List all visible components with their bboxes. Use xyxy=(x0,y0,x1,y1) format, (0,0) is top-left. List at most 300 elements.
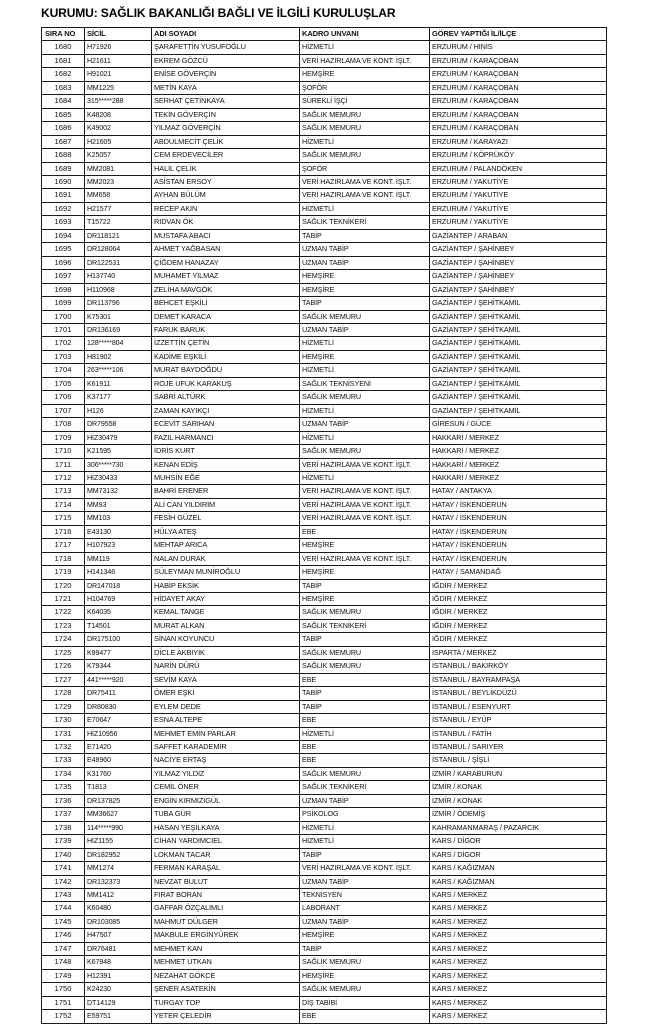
cell-sicil: DR128064 xyxy=(85,243,152,256)
cell-sicil: K67948 xyxy=(85,956,152,969)
table-row xyxy=(42,350,607,363)
cell-kadro: HİZMETLİ xyxy=(300,471,430,484)
cell-kadro: UZMAN TABİP xyxy=(300,243,430,256)
cell-kadro: TABİP xyxy=(300,700,430,713)
cell-sira: 1733 xyxy=(42,754,85,767)
cell-kadro: PSİKOLOG xyxy=(300,808,430,821)
cell-gorev: GAZİANTEP / ŞEHİTKAMİL xyxy=(430,310,607,323)
cell-sicil: MM2081 xyxy=(85,162,152,175)
cell-ad: ROJE UFUK KARAKUŞ xyxy=(152,377,300,390)
table-row xyxy=(42,310,607,323)
cell-ad: YILMAZ GÖVERÇİN xyxy=(152,122,300,135)
column-header-adi-soyadi: ADI SOYADI xyxy=(152,28,300,41)
cell-gorev: İZMİR / KONAK xyxy=(430,794,607,807)
cell-sicil: H137740 xyxy=(85,270,152,283)
table-row xyxy=(42,929,607,942)
table-row xyxy=(42,525,607,538)
cell-kadro: HİZMETLİ xyxy=(300,727,430,740)
cell-gorev: İSTANBUL / FATİH xyxy=(430,727,607,740)
cell-gorev: İSTANBUL / BAKIRKÖY xyxy=(430,660,607,673)
cell-sicil: K25057 xyxy=(85,149,152,162)
table-row xyxy=(42,391,607,404)
table-row xyxy=(42,229,607,242)
table-row xyxy=(42,821,607,834)
cell-gorev: GİRESUN / GÜCE xyxy=(430,418,607,431)
table-row xyxy=(42,162,607,175)
cell-sicil: DR113796 xyxy=(85,297,152,310)
cell-sicil: DR147018 xyxy=(85,579,152,592)
cell-kadro: DİŞ TABİBİ xyxy=(300,996,430,1009)
cell-gorev: HAKKARİ / MERKEZ xyxy=(430,445,607,458)
cell-sicil: DR75411 xyxy=(85,687,152,700)
cell-sicil: HİZ10956 xyxy=(85,727,152,740)
cell-sicil: 114*****990 xyxy=(85,821,152,834)
table-row xyxy=(42,794,607,807)
cell-ad: GAFFAR ÖZÇALIMLI xyxy=(152,902,300,915)
cell-gorev: HATAY / İSKENDERUN xyxy=(430,512,607,525)
table-row xyxy=(42,68,607,81)
cell-kadro: SAĞLIK MEMURU xyxy=(300,606,430,619)
table-row xyxy=(42,498,607,511)
cell-ad: MAKBULE ERGİNYÜREK xyxy=(152,929,300,942)
cell-sira: 1699 xyxy=(42,297,85,310)
cell-sicil: K37177 xyxy=(85,391,152,404)
cell-kadro: TABİP xyxy=(300,942,430,955)
cell-sicil: MM1412 xyxy=(85,889,152,902)
cell-sira: 1691 xyxy=(42,189,85,202)
table-row xyxy=(42,471,607,484)
cell-kadro: HİZMETLİ xyxy=(300,41,430,54)
cell-ad: HİDAYET AKAY xyxy=(152,593,300,606)
cell-ad: MAHMUT DÜLGER xyxy=(152,915,300,928)
cell-kadro: SAĞLIK MEMURU xyxy=(300,310,430,323)
table-row xyxy=(42,579,607,592)
table-row xyxy=(42,1010,607,1023)
cell-sira: 1707 xyxy=(42,404,85,417)
cell-sira: 1703 xyxy=(42,350,85,363)
cell-ad: TUBA GÜR xyxy=(152,808,300,821)
cell-ad: FARUK BARUK xyxy=(152,323,300,336)
cell-sicil: DR122531 xyxy=(85,256,152,269)
cell-sira: 1698 xyxy=(42,283,85,296)
cell-sira: 1715 xyxy=(42,512,85,525)
cell-kadro: HEMŞİRE xyxy=(300,566,430,579)
cell-ad: ZELİHA MAVGÖK xyxy=(152,283,300,296)
cell-sira: 1743 xyxy=(42,889,85,902)
cell-kadro: SAĞLIK MEMURU xyxy=(300,767,430,780)
cell-sira: 1682 xyxy=(42,68,85,81)
cell-ad: SABRİ ALTÜRK xyxy=(152,391,300,404)
cell-ad: NEVZAT BULUT xyxy=(152,875,300,888)
cell-gorev: KARS / DİGOR xyxy=(430,848,607,861)
cell-gorev: ERZURUM / HINIS xyxy=(430,41,607,54)
table-row xyxy=(42,54,607,67)
cell-sicil: 128*****804 xyxy=(85,337,152,350)
cell-gorev: İSTANBUL / ESENYURT xyxy=(430,700,607,713)
cell-sicil: K79344 xyxy=(85,660,152,673)
table-row xyxy=(42,566,607,579)
table-header-row xyxy=(42,28,607,41)
cell-sira: 1709 xyxy=(42,431,85,444)
table-row xyxy=(42,606,607,619)
cell-sira: 1736 xyxy=(42,794,85,807)
cell-kadro: HEMŞİRE xyxy=(300,283,430,296)
cell-ad: MURAT ALKAN xyxy=(152,619,300,632)
cell-ad: ENİSE GÖVERÇİN xyxy=(152,68,300,81)
cell-kadro: VERİ HAZIRLAMA VE KONT. İŞLT. xyxy=(300,458,430,471)
cell-ad: ALİ CAN YILDIRIM xyxy=(152,498,300,511)
cell-ad: HALİL ÇELİK xyxy=(152,162,300,175)
cell-kadro: SÜREKLİ İŞÇİ xyxy=(300,95,430,108)
cell-gorev: ERZURUM / PALANDÖKEN xyxy=(430,162,607,175)
cell-sicil: 306*****730 xyxy=(85,458,152,471)
cell-sira: 1732 xyxy=(42,741,85,754)
table-row xyxy=(42,297,607,310)
table-row xyxy=(42,135,607,148)
cell-sicil: H107923 xyxy=(85,539,152,552)
table-row xyxy=(42,404,607,417)
table-row xyxy=(42,767,607,780)
cell-sicil: MM1225 xyxy=(85,81,152,94)
cell-ad: HÜLYA ATEŞ xyxy=(152,525,300,538)
cell-sira: 1700 xyxy=(42,310,85,323)
cell-sicil: H81902 xyxy=(85,350,152,363)
cell-sicil: K21595 xyxy=(85,445,152,458)
cell-gorev: İSTANBUL / BAYRAMPAŞA xyxy=(430,673,607,686)
table-row xyxy=(42,754,607,767)
cell-gorev: KARS / MERKEZ xyxy=(430,942,607,955)
cell-sira: 1688 xyxy=(42,149,85,162)
cell-sicil: DR118121 xyxy=(85,229,152,242)
table-row xyxy=(42,256,607,269)
cell-kadro: SAĞLIK MEMURU xyxy=(300,956,430,969)
cell-gorev: ERZURUM / KARAYAZI xyxy=(430,135,607,148)
cell-sicil: DR103085 xyxy=(85,915,152,928)
table-row xyxy=(42,902,607,915)
cell-sicil: K31760 xyxy=(85,767,152,780)
table-row xyxy=(42,673,607,686)
cell-sira: 1694 xyxy=(42,229,85,242)
table-row xyxy=(42,808,607,821)
cell-sira: 1683 xyxy=(42,81,85,94)
cell-kadro: HEMŞİRE xyxy=(300,539,430,552)
cell-kadro: EBE xyxy=(300,741,430,754)
cell-sicil: HİZ30433 xyxy=(85,471,152,484)
cell-sicil: E59751 xyxy=(85,1010,152,1023)
cell-kadro: TABİP xyxy=(300,229,430,242)
cell-kadro: HİZMETLİ xyxy=(300,364,430,377)
cell-kadro: SAĞLIK MEMURU xyxy=(300,445,430,458)
cell-kadro: VERİ HAZIRLAMA VE KONT. İŞLT. xyxy=(300,862,430,875)
cell-sicil: H126 xyxy=(85,404,152,417)
table-row xyxy=(42,862,607,875)
cell-sira: 1740 xyxy=(42,848,85,861)
cell-ad: CEM ERDEVECİLER xyxy=(152,149,300,162)
cell-sira: 1751 xyxy=(42,996,85,1009)
cell-ad: MUHSİN EĞE xyxy=(152,471,300,484)
table-row xyxy=(42,485,607,498)
cell-sicil: H71926 xyxy=(85,41,152,54)
cell-kadro: ŞOFÖR xyxy=(300,81,430,94)
cell-kadro: HEMŞİRE xyxy=(300,969,430,982)
cell-ad: LOKMAN TACAR xyxy=(152,848,300,861)
table-row xyxy=(42,593,607,606)
table-row xyxy=(42,243,607,256)
column-header-sicil: SİCİL xyxy=(85,28,152,41)
cell-gorev: ERZURUM / KARAÇOBAN xyxy=(430,122,607,135)
cell-sira: 1719 xyxy=(42,566,85,579)
cell-gorev: İZMİR / ÖDEMİŞ xyxy=(430,808,607,821)
cell-kadro: HEMŞİRE xyxy=(300,929,430,942)
cell-sira: 1717 xyxy=(42,539,85,552)
cell-ad: MEHMET EMİN PARLAR xyxy=(152,727,300,740)
cell-kadro: TABİP xyxy=(300,848,430,861)
cell-sira: 1729 xyxy=(42,700,85,713)
cell-sicil: E43130 xyxy=(85,525,152,538)
cell-ad: İZZETTİN ÇETİN xyxy=(152,337,300,350)
cell-ad: MURAT BAYDOĞDU xyxy=(152,364,300,377)
cell-sira: 1731 xyxy=(42,727,85,740)
cell-sira: 1704 xyxy=(42,364,85,377)
table-row xyxy=(42,835,607,848)
table-body xyxy=(42,41,607,1023)
cell-sicil: MM103 xyxy=(85,512,152,525)
cell-gorev: IĞDIR / MERKEZ xyxy=(430,579,607,592)
cell-sira: 1686 xyxy=(42,122,85,135)
table-row xyxy=(42,189,607,202)
cell-sicil: HİZ1155 xyxy=(85,835,152,848)
cell-kadro: ŞOFÖR xyxy=(300,162,430,175)
cell-ad: CEMİL ÖNER xyxy=(152,781,300,794)
cell-sira: 1697 xyxy=(42,270,85,283)
cell-gorev: GAZİANTEP / ARABAN xyxy=(430,229,607,242)
cell-sira: 1687 xyxy=(42,135,85,148)
cell-sira: 1752 xyxy=(42,1010,85,1023)
cell-gorev: KARS / MERKEZ xyxy=(430,996,607,1009)
cell-kadro: HİZMETLİ xyxy=(300,821,430,834)
cell-gorev: ERZURUM / YAKUTİYE xyxy=(430,216,607,229)
cell-gorev: HAKKARİ / MERKEZ xyxy=(430,431,607,444)
cell-ad: FESİH GÜZEL xyxy=(152,512,300,525)
cell-gorev: IĞDIR / MERKEZ xyxy=(430,606,607,619)
cell-kadro: UZMAN TABİP xyxy=(300,875,430,888)
cell-ad: FIRAT BORAN xyxy=(152,889,300,902)
cell-kadro: SAĞLIK MEMURU xyxy=(300,122,430,135)
column-header-gorev-yeri: GÖREV YAPTIĞI İL/İLÇE xyxy=(430,28,607,41)
cell-sira: 1722 xyxy=(42,606,85,619)
cell-ad: ŞENER ASATEKİN xyxy=(152,983,300,996)
cell-gorev: ERZURUM / YAKUTİYE xyxy=(430,202,607,215)
cell-sicil: DR79558 xyxy=(85,418,152,431)
cell-sicil: 315*****288 xyxy=(85,95,152,108)
table-row xyxy=(42,848,607,861)
cell-gorev: KARS / MERKEZ xyxy=(430,969,607,982)
cell-ad: MEHMET UTKAN xyxy=(152,956,300,969)
cell-kadro: HEMŞİRE xyxy=(300,593,430,606)
cell-gorev: ERZURUM / YAKUTİYE xyxy=(430,175,607,188)
cell-sicil: 263*****106 xyxy=(85,364,152,377)
cell-sira: 1706 xyxy=(42,391,85,404)
cell-sicil: DR136169 xyxy=(85,323,152,336)
cell-gorev: KARS / KAĞIZMAN xyxy=(430,875,607,888)
cell-ad: SİNAN KOYUNCU xyxy=(152,633,300,646)
table-row xyxy=(42,377,607,390)
cell-kadro: SAĞLIK MEMURU xyxy=(300,660,430,673)
table-row xyxy=(42,915,607,928)
cell-ad: AHMET YAĞBASAN xyxy=(152,243,300,256)
cell-sira: 1723 xyxy=(42,619,85,632)
cell-ad: ZAMAN KAYIKÇI xyxy=(152,404,300,417)
cell-gorev: ERZURUM / YAKUTİYE xyxy=(430,189,607,202)
cell-ad: İDRİS KURT xyxy=(152,445,300,458)
table-row xyxy=(42,445,607,458)
cell-sira: 1725 xyxy=(42,646,85,659)
cell-ad: DEMET KARACA xyxy=(152,310,300,323)
cell-sicil: MM36627 xyxy=(85,808,152,821)
cell-sira: 1718 xyxy=(42,552,85,565)
cell-sicil: T14501 xyxy=(85,619,152,632)
cell-gorev: GAZİANTEP / ŞAHİNBEY xyxy=(430,256,607,269)
table-row xyxy=(42,364,607,377)
cell-sira: 1744 xyxy=(42,902,85,915)
cell-sira: 1701 xyxy=(42,323,85,336)
cell-ad: EKREM GÖZCÜ xyxy=(152,54,300,67)
table-row xyxy=(42,714,607,727)
cell-gorev: KARS / MERKEZ xyxy=(430,889,607,902)
table-row xyxy=(42,337,607,350)
cell-sira: 1747 xyxy=(42,942,85,955)
cell-sira: 1711 xyxy=(42,458,85,471)
cell-kadro: VERİ HAZIRLAMA VE KONT. İŞLT. xyxy=(300,512,430,525)
cell-ad: SERHAT ÇETİNKAYA xyxy=(152,95,300,108)
cell-sira: 1695 xyxy=(42,243,85,256)
cell-gorev: ERZURUM / KARAÇOBAN xyxy=(430,68,607,81)
cell-ad: NACİYE ERTAŞ xyxy=(152,754,300,767)
cell-sicil: H21605 xyxy=(85,135,152,148)
cell-ad: NARİN DÜRÜ xyxy=(152,660,300,673)
cell-ad: ŞARAFETTİN YUSUFOĞLU xyxy=(152,41,300,54)
cell-kadro: HİZMETLİ xyxy=(300,835,430,848)
cell-gorev: KAHRAMANMARAŞ / PAZARCIK xyxy=(430,821,607,834)
cell-kadro: EBE xyxy=(300,1010,430,1023)
cell-sira: 1705 xyxy=(42,377,85,390)
cell-sira: 1730 xyxy=(42,714,85,727)
cell-kadro: SAĞLIK TEKNİKERİ xyxy=(300,216,430,229)
cell-sicil: DR182952 xyxy=(85,848,152,861)
cell-kadro: VERİ HAZIRLAMA VE KONT. İŞLT. xyxy=(300,54,430,67)
cell-sicil: MM73132 xyxy=(85,485,152,498)
cell-ad: ÖMER EŞKİ xyxy=(152,687,300,700)
table-row xyxy=(42,512,607,525)
cell-sira: 1745 xyxy=(42,915,85,928)
cell-kadro: UZMAN TABİP xyxy=(300,418,430,431)
cell-gorev: HAKKARİ / MERKEZ xyxy=(430,458,607,471)
table-row xyxy=(42,458,607,471)
cell-ad: MEHTAP ARICA xyxy=(152,539,300,552)
cell-gorev: HAKKARİ / MERKEZ xyxy=(430,471,607,484)
cell-sicil: DR175100 xyxy=(85,633,152,646)
cell-gorev: GAZİANTEP / ŞEHİTKAMİL xyxy=(430,377,607,390)
cell-sira: 1748 xyxy=(42,956,85,969)
cell-kadro: TABİP xyxy=(300,579,430,592)
cell-ad: FERMAN KARAŞAL xyxy=(152,862,300,875)
cell-ad: MEHMET KAN xyxy=(152,942,300,955)
cell-sicil: K49002 xyxy=(85,122,152,135)
cell-ad: MUHAMET YILMAZ xyxy=(152,270,300,283)
table-row xyxy=(42,41,607,54)
cell-ad: SÜLEYMAN MUNİROĞLU xyxy=(152,566,300,579)
cell-ad: ENGİN KIRMIZIGÜL xyxy=(152,794,300,807)
cell-sicil: K24230 xyxy=(85,983,152,996)
cell-kadro: EBE xyxy=(300,714,430,727)
cell-ad: ECEVİT SARIHAN xyxy=(152,418,300,431)
cell-sira: 1690 xyxy=(42,175,85,188)
cell-kadro: HİZMETLİ xyxy=(300,337,430,350)
cell-sira: 1710 xyxy=(42,445,85,458)
cell-ad: TEKİN GÖVERÇİN xyxy=(152,108,300,121)
cell-kadro: SAĞLIK TEKNİKERİ xyxy=(300,619,430,632)
cell-kadro: HEMŞİRE xyxy=(300,350,430,363)
cell-gorev: GAZİANTEP / ŞEHİTKAMİL xyxy=(430,404,607,417)
cell-sira: 1726 xyxy=(42,660,85,673)
cell-sicil: MM93 xyxy=(85,498,152,511)
cell-ad: AYHAN BÜLÜM xyxy=(152,189,300,202)
cell-sicil: DT14129 xyxy=(85,996,152,1009)
cell-gorev: GAZİANTEP / ŞEHİTKAMİL xyxy=(430,391,607,404)
cell-kadro: TABİP xyxy=(300,687,430,700)
cell-sicil: H12391 xyxy=(85,969,152,982)
table-row xyxy=(42,646,607,659)
cell-sira: 1746 xyxy=(42,929,85,942)
cell-sicil: H91021 xyxy=(85,68,152,81)
table-row xyxy=(42,431,607,444)
table-row xyxy=(42,619,607,632)
table-row xyxy=(42,687,607,700)
cell-sira: 1696 xyxy=(42,256,85,269)
cell-gorev: HATAY / ANTAKYA xyxy=(430,485,607,498)
cell-ad: YETER ÇELEDİR xyxy=(152,1010,300,1023)
cell-sicil: K48208 xyxy=(85,108,152,121)
cell-sicil: DR80830 xyxy=(85,700,152,713)
table-row xyxy=(42,942,607,955)
cell-kadro: UZMAN TABİP xyxy=(300,256,430,269)
cell-kadro: SAĞLIK MEMURU xyxy=(300,646,430,659)
cell-kadro: EBE xyxy=(300,754,430,767)
cell-gorev: KARS / MERKEZ xyxy=(430,956,607,969)
cell-gorev: GAZİANTEP / ŞAHİNBEY xyxy=(430,243,607,256)
cell-sicil: K60480 xyxy=(85,902,152,915)
cell-sicil: H104769 xyxy=(85,593,152,606)
cell-sicil: K64035 xyxy=(85,606,152,619)
cell-kadro: HİZMETLİ xyxy=(300,404,430,417)
page-title: KURUMU: SAĞLIK BAKANLIĞI BAĞLI VE İLGİLİ KURULUŞLAR xyxy=(41,6,396,20)
cell-gorev: İSTANBUL / SARIYER xyxy=(430,741,607,754)
cell-sira: 1727 xyxy=(42,673,85,686)
cell-kadro: HEMŞİRE xyxy=(300,270,430,283)
cell-sicil: E71420 xyxy=(85,741,152,754)
table-row xyxy=(42,660,607,673)
cell-gorev: IĞDIR / MERKEZ xyxy=(430,633,607,646)
cell-sira: 1724 xyxy=(42,633,85,646)
cell-sicil: H141346 xyxy=(85,566,152,579)
table-row xyxy=(42,202,607,215)
cell-kadro: LABORANT xyxy=(300,902,430,915)
cell-kadro: SAĞLIK MEMURU xyxy=(300,149,430,162)
cell-gorev: IĞDIR / MERKEZ xyxy=(430,593,607,606)
cell-gorev: KARS / MERKEZ xyxy=(430,929,607,942)
cell-sicil: H47507 xyxy=(85,929,152,942)
table-row xyxy=(42,996,607,1009)
